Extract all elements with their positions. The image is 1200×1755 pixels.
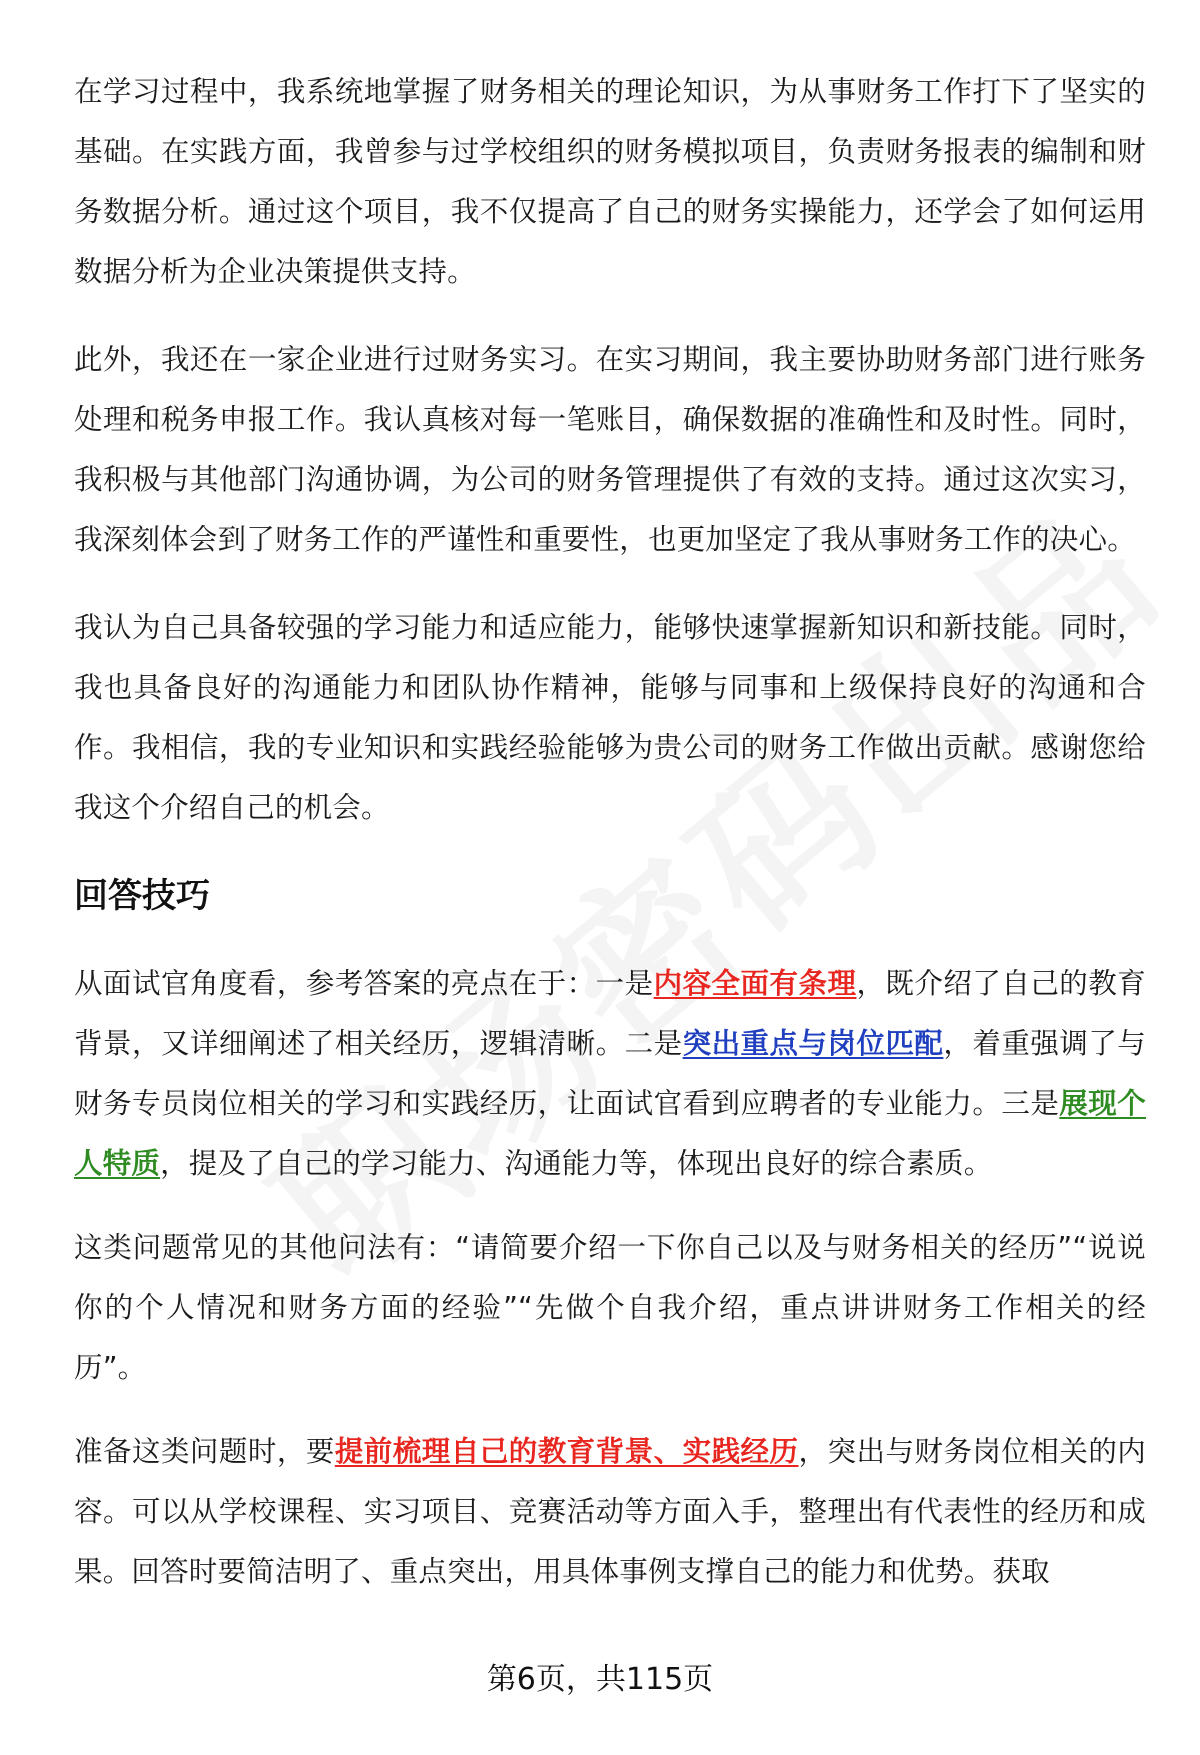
paragraph-internship: 此外，我还在一家企业进行过财务实习。在实习期间，我主要协助财务部门进行账务处理和税务申报工作。我认真核对每一笔账目，确保数据的准确性和及时性。同时，我积极与其他部门沟通协调，为公司的财务管理提供了有效的支持。通过这次实习，我深刻体会到了财务工作的严谨性和重要性，也更加坚定了我从事财务工作的决心。 [74, 343, 1146, 556]
highlight-job-match: 突出重点与岗位匹配 [682, 1027, 944, 1060]
paragraph-abilities: 我认为自己具备较强的学习能力和适应能力，能够快速掌握新知识和新技能。同时，我也具备良好的沟通能力和团队协作精神，能够与同事和上级保持良好的沟通和合作。我相信，我的专业知识和实践经验能够为贵公司的财务工作做出贡献。感谢您给我这个介绍自己的机会。 [74, 611, 1146, 824]
paragraph-education: 在学习过程中，我系统地掌握了财务相关的理论知识，为从事财务工作打下了坚实的基础。在实践方面，我曾参与过学校组织的财务模拟项目，负责财务报表的编制和财务数据分析。通过这个项目，我不仅提高了自己的财务实操能力，还学会了如何运用数据分析为企业决策提供支持。 [74, 75, 1146, 288]
text-segment: ，既介绍了自己的教育背景，又详细阐述了相关经历，逻辑清晰。二是 [74, 967, 1146, 1060]
section-heading: 回答技巧 [74, 876, 210, 916]
text-segment: ，提及了自己的学习能力、沟通能力等，体现出良好的综合素质。 [160, 1147, 993, 1180]
text-segment: 准备这类问题时，要 [74, 1435, 335, 1468]
paragraph-alternative-questions: 这类问题常见的其他问法有：“请简要介绍一下你自己以及与财务相关的经历”“说说你的个人情况和财务方面的经验”“先做个自我介绍，重点讲讲财务工作相关的经历”。 [74, 1231, 1146, 1384]
paragraph-preparation [74, 1422, 1146, 1602]
text-segment: ，着重强调了与财务专员岗位相关的学习和实践经历，让面试官看到应聘者的专业能力。三是 [74, 1027, 1147, 1120]
text-segment: ，突出与财务岗位相关的内容。可以从学校课程、实习项目、竞赛活动等方面入手，整理出有代表性的经历和成果。回答时要简洁明了、重点突出，用具体事例支撑自己的能力和优势。获取 [74, 1435, 1146, 1588]
page-number-footer: 第6页，共115页 [486, 1662, 714, 1697]
highlight-prepare-background: 提前梳理自己的教育背景、实践经历 [334, 1435, 799, 1468]
paragraph-highlights [74, 954, 1146, 1194]
highlight-personal-traits: 展现个人特质 [74, 1087, 1146, 1180]
text-segment: 从面试官角度看，参考答案的亮点在于：一是 [74, 967, 654, 1000]
document-body [74, 62, 1146, 1602]
highlight-content-complete: 内容全面有条理 [653, 967, 857, 1000]
